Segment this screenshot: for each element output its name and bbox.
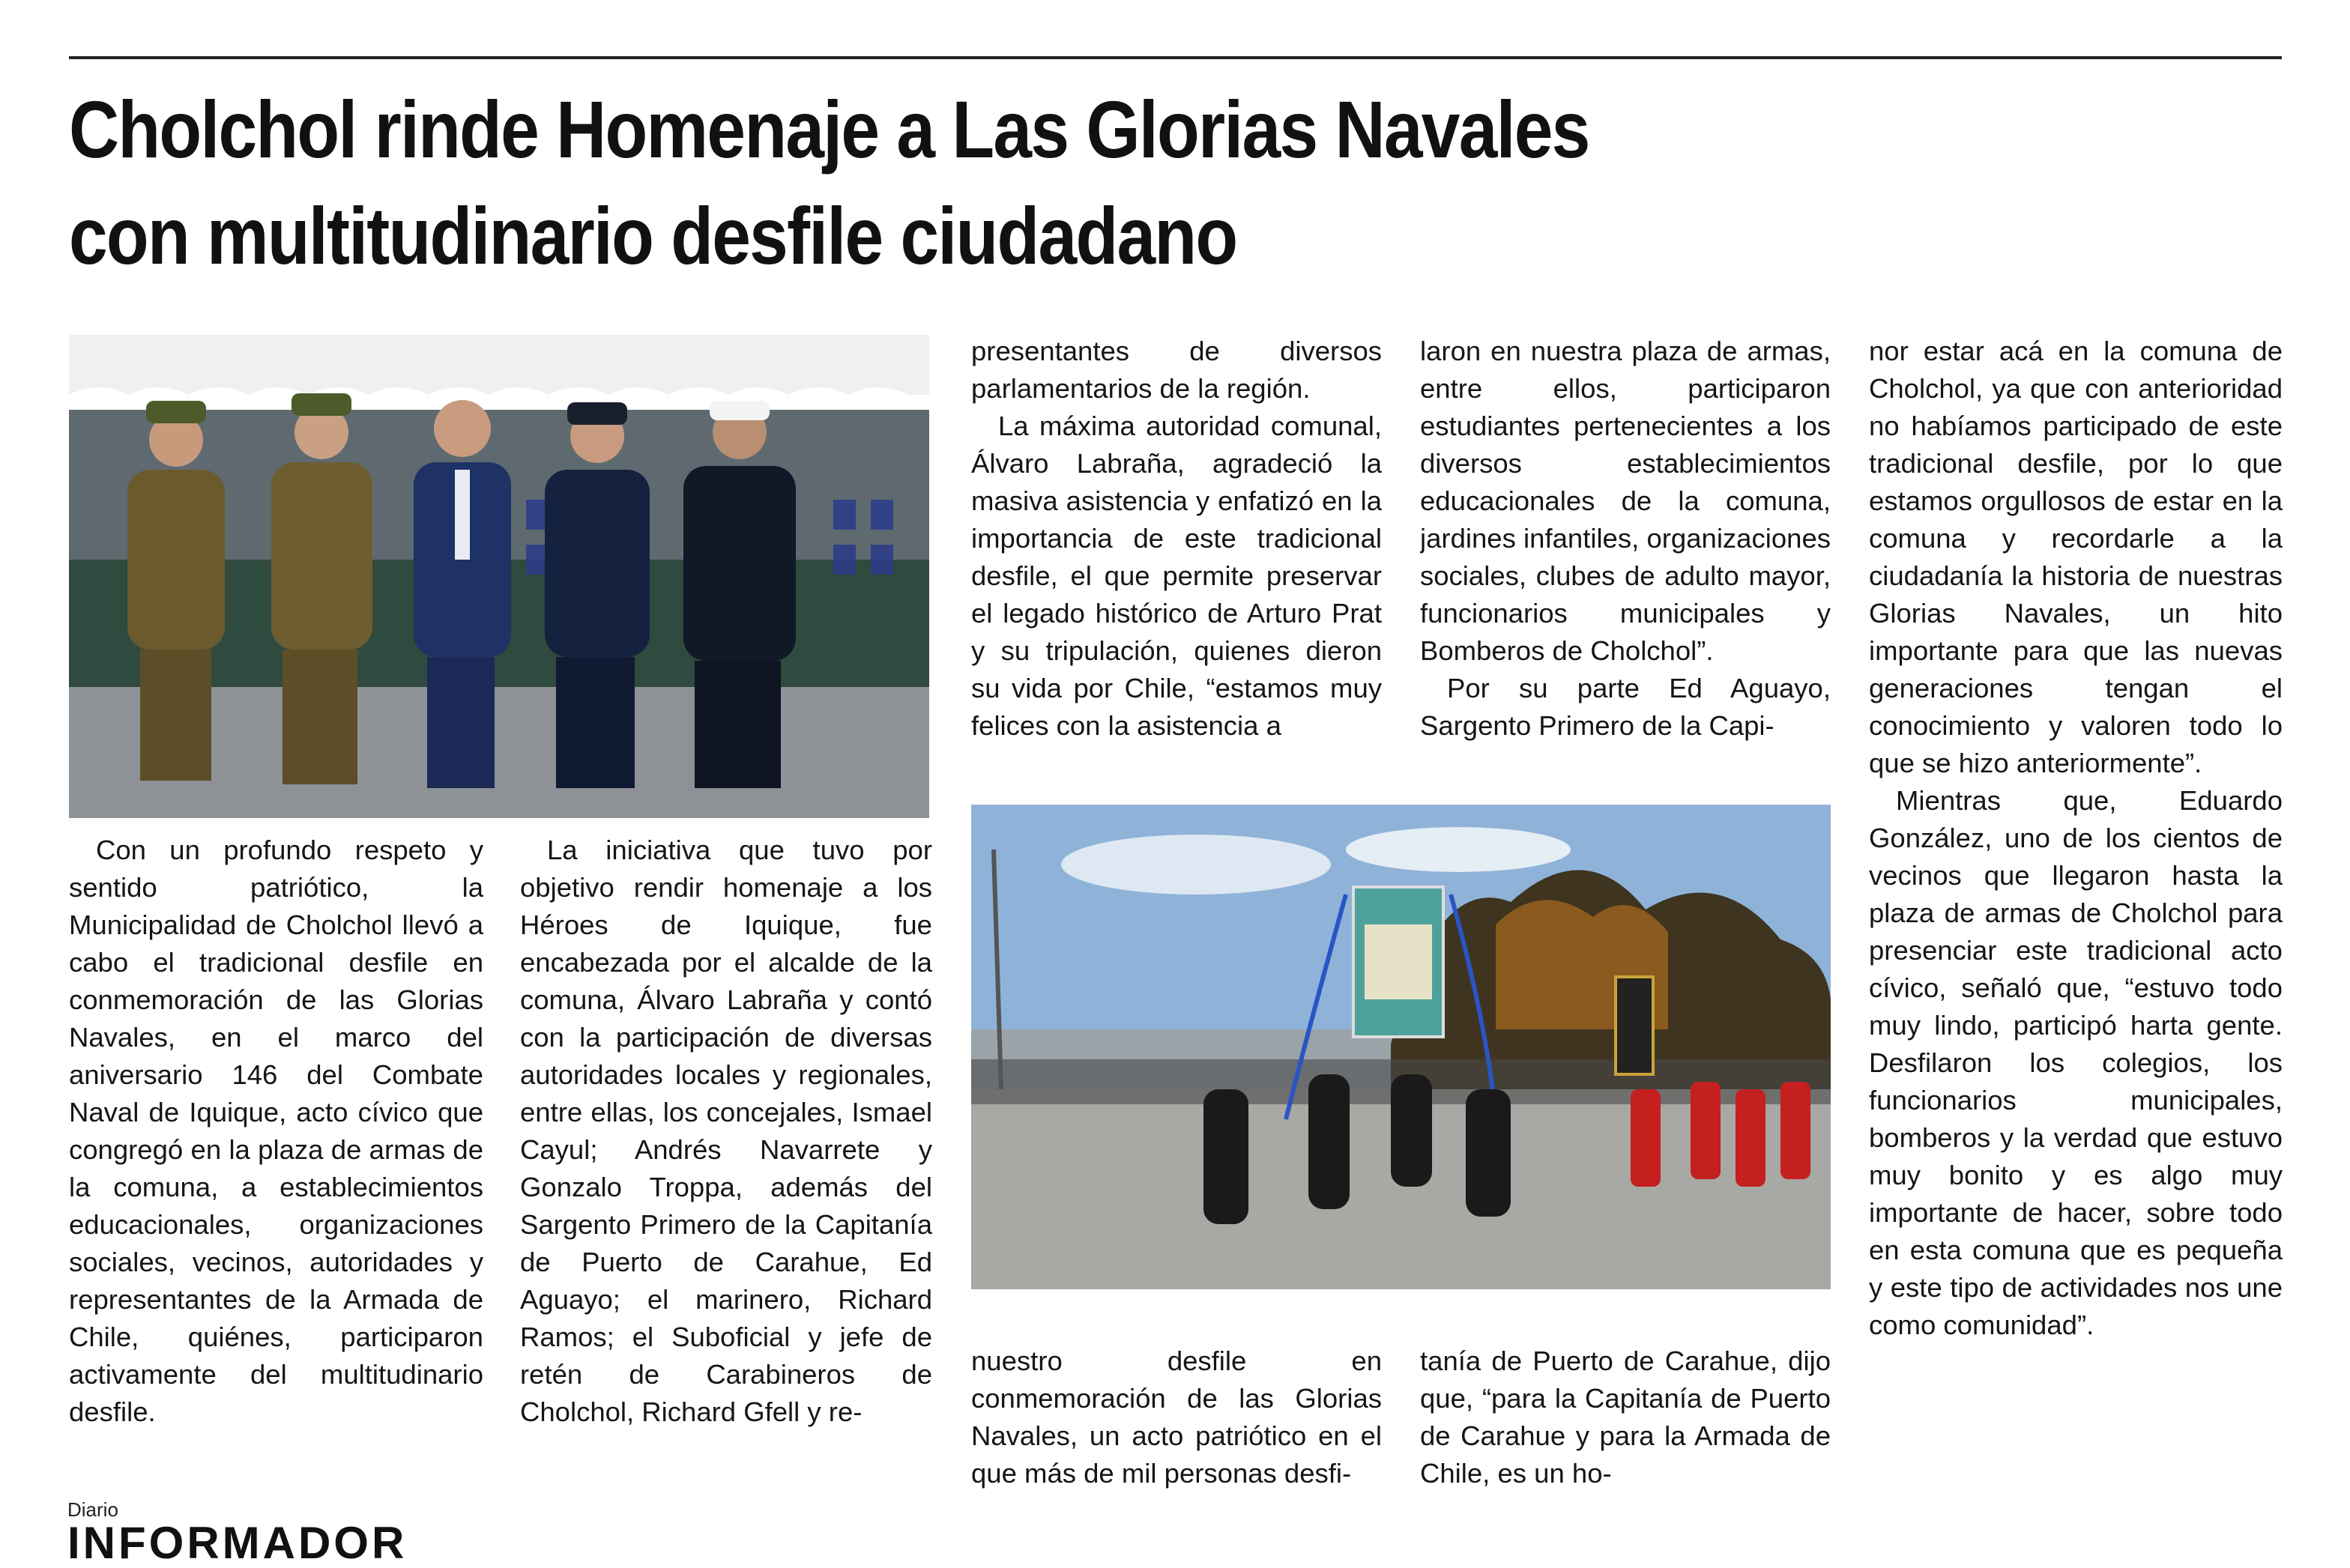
article-column-4-top: [1420, 333, 1831, 782]
top-rule: [69, 56, 2282, 59]
article-column-2: [520, 832, 932, 1467]
headline: [69, 76, 1745, 289]
headline-line-2: con multitudinario desfile ciudadano: [69, 190, 1237, 281]
article-column-3-top: [971, 333, 1382, 782]
article-column-4-bottom: [1420, 1343, 1831, 1492]
footer-brand-label: Diario: [67, 1498, 118, 1521]
article-column-5: [1869, 333, 2283, 1426]
paragraph: tanía de Puerto de Carahue, dijo que, “para la Capitanía de Puerto de Carahue y para la Armada de Chile, es un ho-: [1420, 1345, 1831, 1489]
paragraph: Por su parte Ed Aguayo, Sargento Primero de la Capi-: [1420, 673, 1831, 741]
parade-photo: [971, 805, 1831, 1289]
article-column-1: [69, 832, 483, 1467]
group-portrait-photo: [69, 335, 929, 818]
footer-brand-logo: INFORMADOR: [67, 1518, 408, 1568]
headline-line-1: Cholchol rinde Homenaje a Las Glorias Navales: [69, 84, 1589, 175]
paragraph: presentantes de diversos parlamentarios de la región.: [971, 336, 1382, 404]
paragraph: La máxima autoridad comunal, Álvaro Labraña, agradeció la masiva asistencia y enfatizó en la importancia de este tradicional desfile, el que permite preservar el legado histórico de Arturo Prat y su tripulación, quienes dieron su vida por Chile, “estamos muy felices con la asistencia a: [971, 411, 1382, 741]
paragraph: nor estar acá en la comuna de Cholchol, ya que con anterioridad no habíamos participado de este tradicional desfile, por lo que estamos orgullosos de estar en la comuna y recordarle a la ciudadanía la historia de nuestras Glorias Navales, un hito importante para que las nuevas generaciones tengan el conocimiento y valoren todo lo que se hizo anteriormente”.: [1869, 336, 2283, 778]
paragraph: laron en nuestra plaza de armas, entre ellos, participaron estudiantes pertenecientes a los diversos establecimientos educacionales de la comuna, jardines infantiles, organizaciones sociales, clubes de adulto mayor, funcionarios municipales y Bomberos de Cholchol”.: [1420, 336, 1831, 666]
paragraph: Mientras que, Eduardo González, uno de los cientos de vecinos que llegaron hasta la plaza de armas de Cholchol para presenciar este tradicional acto cívico, señaló que, “estuvo todo muy lindo, participó harta gente. Desfilaron los colegios, los funcionarios municipales, bomberos y la verdad que estuvo muy bonito y es algo muy importante de hacer, sobre todo en esta comuna que es pequeña y este tipo de actividades nos une como comunidad”.: [1869, 785, 2283, 1340]
article-column-3-bottom: [971, 1343, 1382, 1492]
paragraph: nuestro desfile en conmemoración de las Glorias Navales, un acto patriótico en el que más de mil personas desfi-: [971, 1345, 1382, 1489]
paragraph: La iniciativa que tuvo por objetivo rendir homenaje a los Héroes de Iquique, fue encabezada por el alcalde de la comuna, Álvaro Labraña y contó con la participación de diversas autoridades locales y regionales, entre ellas, los concejales, Ismael Cayul; Andrés Navarrete y Gonzalo Troppa, además del Sargento Primero de la Capitanía de Puerto de Carahue, Ed Aguayo; el marinero, Richard Ramos; el Suboficial y jefe de retén de Carabineros de Cholchol, Richard Gfell y re-: [520, 835, 932, 1427]
paragraph: Con un profundo respeto y sentido patriótico, la Municipalidad de Cholchol llevó a cabo el tradicional desfile en conmemoración de las Glorias Navales, en el marco del aniversario 146 del Combate Naval de Iquique, acto cívico que congregó en la plaza de armas de la comuna, a establecimientos educacionales, organizaciones sociales, vecinos, autoridades y representantes de la Armada de Chile, quiénes, participaron activamente del multitudinario desfile.: [69, 835, 483, 1427]
